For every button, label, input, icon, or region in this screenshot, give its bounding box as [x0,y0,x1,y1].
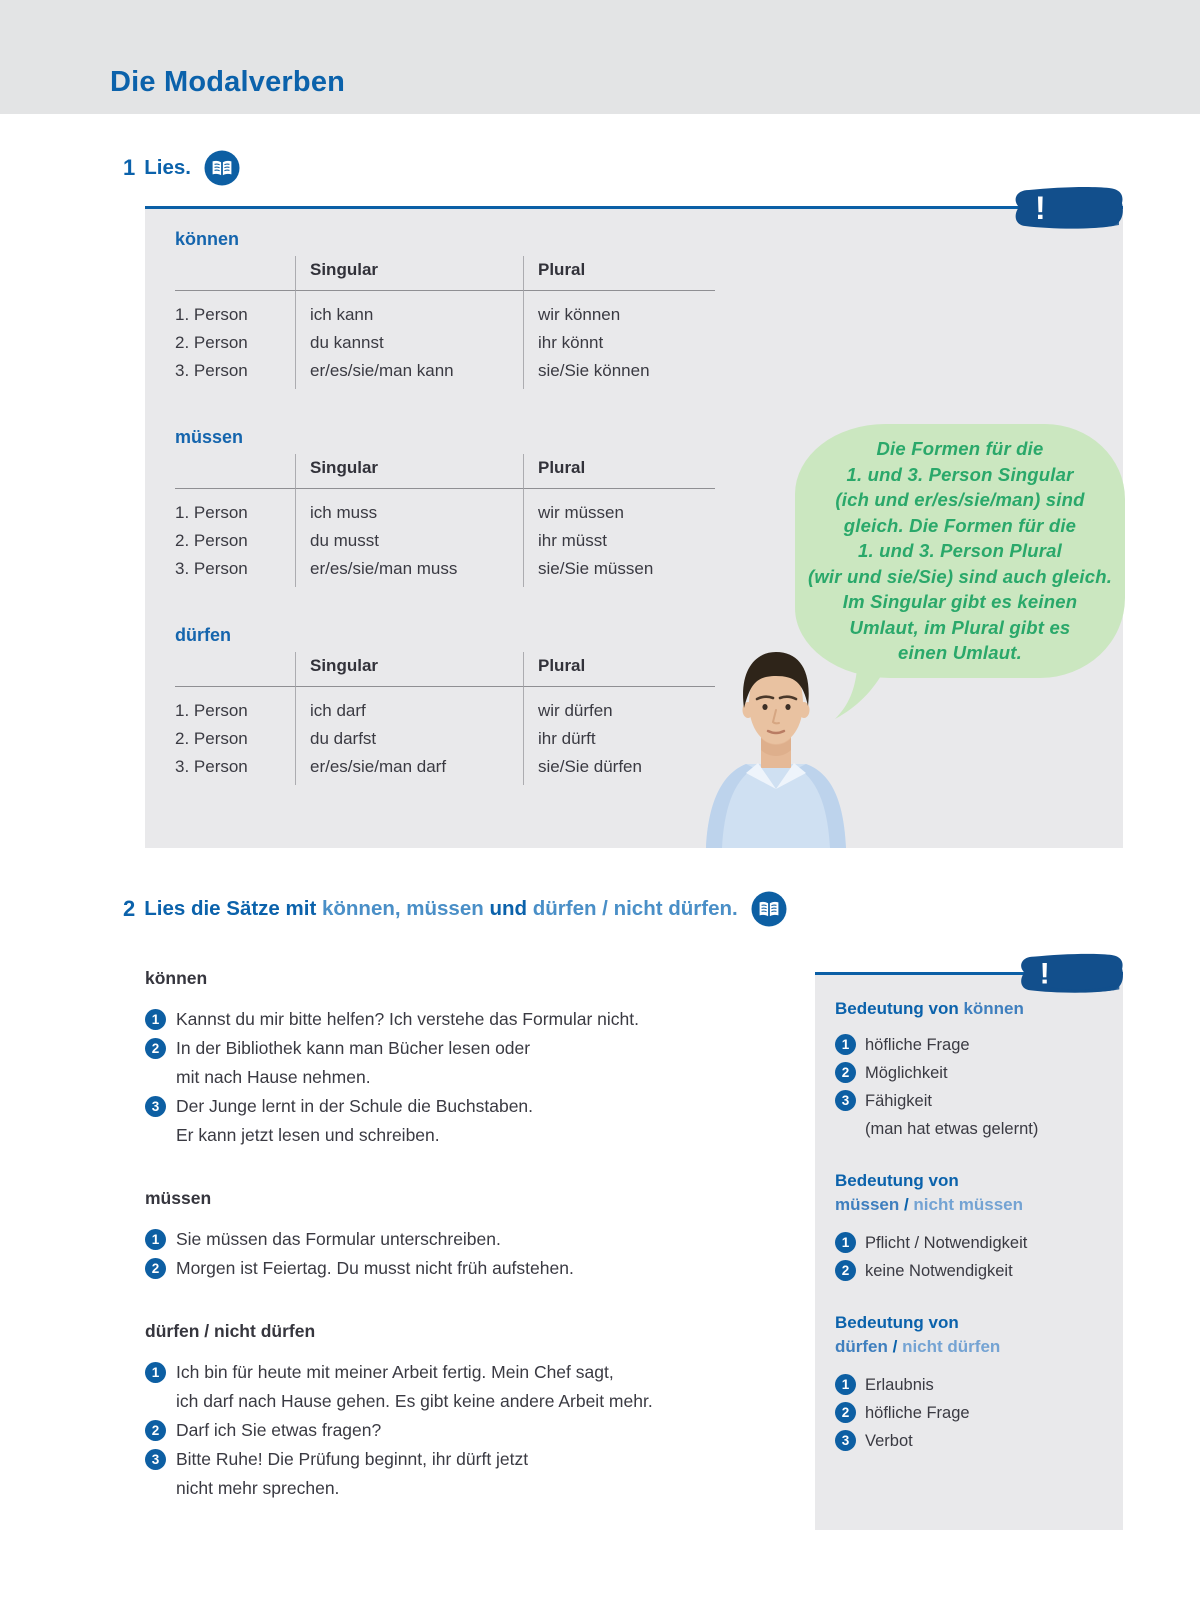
sidebar-item-text: Fähigkeit [865,1092,932,1110]
sidebar-heading-negverb: nicht dürfen [902,1337,1001,1356]
singular-form: er/es/sie/man kann [295,357,523,389]
person-label: 2. Person [175,531,248,550]
item-number-badge: 2 [835,1260,856,1281]
plural-form: sie/Sie müssen [523,555,715,587]
sidebar-heading-sep: / [899,1195,914,1214]
section1-instruction: Lies. [144,156,191,179]
speech-bubble-line: gleich. Die Formen für die [843,514,1077,536]
singular-form: du darfst [295,725,523,753]
list-item [145,1092,805,1150]
alert-brush-badge [1007,185,1125,230]
list-item [145,1416,805,1445]
title-part-dark: Lies die Sätze mit [144,897,322,920]
section1-header [123,150,240,186]
open-book-icon [204,150,240,186]
sidebar-item [835,1371,1103,1399]
person-label: 2. Person [175,333,248,352]
sentence-line: Darf ich Sie etwas fragen? [176,1420,382,1440]
verb-table-koennen [175,229,715,389]
verb-table-label: dürfen [175,625,231,645]
item-number-badge: 2 [835,1062,856,1083]
speech-bubble-line: (ich und er/es/sie/man) sind [835,489,1085,511]
sidebar-heading-verb: müssen [835,1195,900,1214]
sidebar-item-text: Pflicht / Notwendigkeit [865,1234,1028,1252]
sentence-line: mit nach Hause nehmen. [176,1067,371,1087]
sentence-line: Bitte Ruhe! Die Prüfung beginnt, ihr dürft jetzt [176,1449,529,1469]
section2-number: 2 [123,896,136,921]
sidebar-item-text: höfliche Frage [865,1404,970,1422]
plural-form: wir dürfen [523,687,715,725]
group-heading-koennen: können [145,968,208,988]
sidebar-item [835,1257,1103,1285]
singular-form: ich darf [295,687,523,725]
speech-bubble-line: Umlaut, im Plural gibt es [849,616,1071,638]
table-header-singular: Singular [295,256,523,291]
item-number-badge: 1 [835,1374,856,1395]
sidebar-heading-dark: Bedeutung von [835,1171,959,1190]
table-header-empty [175,256,295,291]
singular-form: ich kann [295,291,523,329]
section2-title [144,897,737,921]
section2-header [123,891,787,927]
singular-form: er/es/sie/man muss [295,555,523,587]
plural-form: wir müssen [523,489,715,527]
table-header-plural: Plural [523,256,715,291]
conjugation-table [175,454,715,587]
sentence-line: In der Bibliothek kann man Bücher lesen oder [176,1038,531,1058]
sidebar-item [835,1229,1103,1257]
person-label: 3. Person [175,559,248,578]
sidebar-heading-verb: dürfen [835,1337,888,1356]
sentence-line: nicht mehr sprechen. [176,1478,340,1498]
sidebar-heading-verb: können [963,999,1024,1018]
list-item [145,1445,805,1503]
item-number-badge: 3 [835,1430,856,1451]
table-header-empty [175,652,295,687]
speech-bubble-line: einen Umlaut. [898,642,1022,664]
exclamation-mark: ! [1039,957,1050,991]
plural-form: wir können [523,291,715,329]
title-part-verbs: können, müssen [321,897,490,920]
table-header-plural: Plural [523,652,715,687]
group-heading-duerfen: dürfen / nicht dürfen [145,1321,316,1341]
conjugation-table [175,652,715,785]
sidebar-item-text: keine Notwendigkeit [865,1262,1013,1280]
plural-form: ihr könnt [523,329,715,357]
table-header-singular: Singular [295,454,523,489]
sidebar-heading-duerfen [835,1311,1103,1359]
sidebar-item-text: Verbot [865,1432,913,1450]
list-item [145,1254,805,1283]
person-label: 3. Person [175,361,248,380]
page-title: Die Modalverben [110,66,346,98]
person-label: 1. Person [175,503,248,522]
meaning-sidebar [815,957,1123,1530]
sentence-line: Kannst du mir bitte helfen? Ich verstehe das Formular nicht. [176,1009,640,1029]
list-item [145,1005,805,1034]
title-part-verbs: dürfen / nicht dürfen. [532,897,738,920]
sidebar-item-text: Möglichkeit [865,1064,948,1082]
item-number-badge: 2 [145,1258,166,1279]
singular-form: ich muss [295,489,523,527]
plural-form: ihr dürft [523,725,715,753]
sidebar-item-text: Erlaubnis [865,1376,934,1394]
plural-form: sie/Sie können [523,357,715,389]
singular-form: du kannst [295,329,523,357]
sidebar-heading-muessen [835,1169,1103,1217]
conjugation-table [175,256,715,389]
speech-bubble-line: Im Singular gibt es keinen [842,591,1078,613]
item-number-badge: 2 [835,1402,856,1423]
item-number-badge: 3 [835,1090,856,1111]
sidebar-heading-dark: Bedeutung von [835,1313,959,1332]
list-item [145,1225,805,1254]
person-label: 1. Person [175,305,248,324]
verb-table-label: müssen [175,427,244,447]
sentence-line: Er kann jetzt lesen und schreiben. [176,1125,440,1145]
person-label: 1. Person [175,701,248,720]
speech-bubble-line: 1. und 3. Person Singular [846,463,1074,485]
item-number-badge: 1 [145,1229,166,1250]
man-photo [688,636,864,848]
item-number-badge: 3 [145,1449,166,1470]
verb-table-label: können [175,229,240,249]
sidebar-item [835,1087,1103,1115]
verb-table-muessen [175,427,715,587]
sidebar-item-note: (man hat etwas gelernt) [865,1120,1039,1138]
sidebar-item [835,1399,1103,1427]
list-item [145,1358,805,1416]
sidebar-heading-negverb: nicht müssen [913,1195,1024,1214]
singular-form: du musst [295,527,523,555]
item-number-badge: 1 [835,1232,856,1253]
table-header-plural: Plural [523,454,715,489]
item-number-badge: 1 [835,1034,856,1055]
list-item [145,1034,805,1092]
person-label: 2. Person [175,729,248,748]
sidebar-heading-koennen [835,997,1103,1021]
section1-number: 1 [123,155,136,180]
verb-table-duerfen [175,625,715,785]
sidebar-item [835,1427,1103,1455]
group-heading-muessen: müssen [145,1188,212,1208]
plural-form: sie/Sie dürfen [523,753,715,785]
item-number-badge: 1 [145,1009,166,1030]
sentence-line: Der Junge lernt in der Schule die Buchstaben. [176,1096,534,1116]
item-number-badge: 2 [145,1420,166,1441]
person-label: 3. Person [175,757,248,776]
item-number-badge: 3 [145,1096,166,1117]
sidebar-heading-sep: / [887,1337,903,1356]
sentence-line: Morgen ist Feiertag. Du musst nicht früh aufstehen. [176,1258,574,1278]
speech-bubble-line: (wir und sie/Sie) sind auch gleich. [807,565,1113,587]
sentence-line: Sie müssen das Formular unterschreiben. [176,1229,501,1249]
sentence-line: Ich bin für heute mit meiner Arbeit fertig. Mein Chef sagt, [176,1362,614,1382]
table-header-empty [175,454,295,489]
table-header-singular: Singular [295,652,523,687]
sidebar-heading-dark: Bedeutung von [835,999,964,1018]
sentence-line: ich darf nach Hause gehen. Es gibt keine andere Arbeit mehr. [176,1391,653,1411]
exclamation-mark: ! [1035,190,1046,226]
item-number-badge: 2 [145,1038,166,1059]
sidebar-item [835,1059,1103,1087]
sidebar-item-text: höfliche Frage [865,1036,970,1054]
plural-form: ihr müsst [523,527,715,555]
speech-bubble-line: Die Formen für die [876,438,1044,460]
open-book-icon [751,891,787,927]
title-part-dark: und [489,897,533,920]
sidebar-item [835,1031,1103,1059]
singular-form: er/es/sie/man darf [295,753,523,785]
sentence-examples [145,968,805,1503]
alert-brush-badge [1013,952,1125,994]
item-number-badge: 1 [145,1362,166,1383]
speech-bubble-line: 1. und 3. Person Plural [857,540,1063,562]
